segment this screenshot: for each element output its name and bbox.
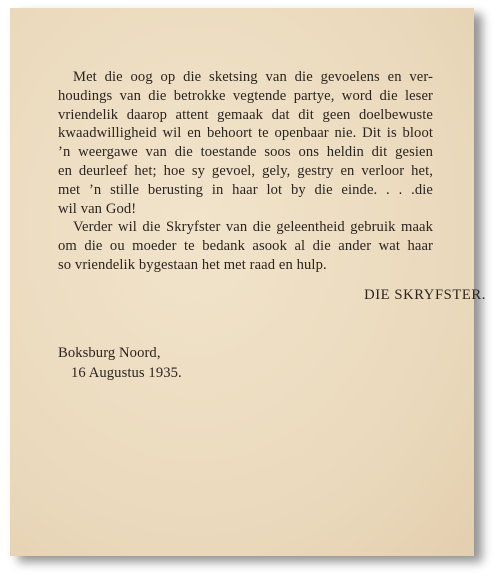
page-text (58, 68, 486, 381)
place-line: Boksburg Noord, (58, 345, 161, 361)
document-page (10, 8, 486, 556)
paragraph-line: wil van God! (58, 200, 137, 217)
paragraph-line: en deurleef het; hoe sy gevoel, gely, gestry en verloor het, (58, 162, 433, 179)
paragraph-line: kwaadwilligheid wil en behoort te openbaar nie. Dit is bloot (58, 125, 433, 142)
paragraph-1 (58, 68, 433, 218)
author-signature: DIE SKRYFSTER. (364, 287, 486, 303)
paragraph-line: Met die oog op die sketsing van die gevoelens en ver- (73, 69, 433, 85)
paragraph-line: om die ou moeder te bedank asook al die ander wat haar (58, 238, 433, 255)
paragraph-line: so vriendelik bygestaan het met raad en hulp. (58, 256, 327, 273)
paragraph-line: Verder wil die Skryfster van die geleentheid gebruik maak (73, 219, 433, 236)
paragraph-2 (58, 218, 433, 274)
paragraph-line: met ’n stille berusting in haar lot by die einde. . . .die (58, 181, 433, 198)
paragraph-line: vriendelik daarop attent gemaak dat dit geen doelbewuste (58, 106, 433, 123)
date-line: 16 Augustus 1935. (71, 365, 182, 381)
paragraph-line: houdings van die betrokke vegtende partye, word die leser (58, 87, 433, 104)
paragraph-line: ’n weergawe van die toestande soos ons heldin dit gesien (58, 144, 433, 161)
